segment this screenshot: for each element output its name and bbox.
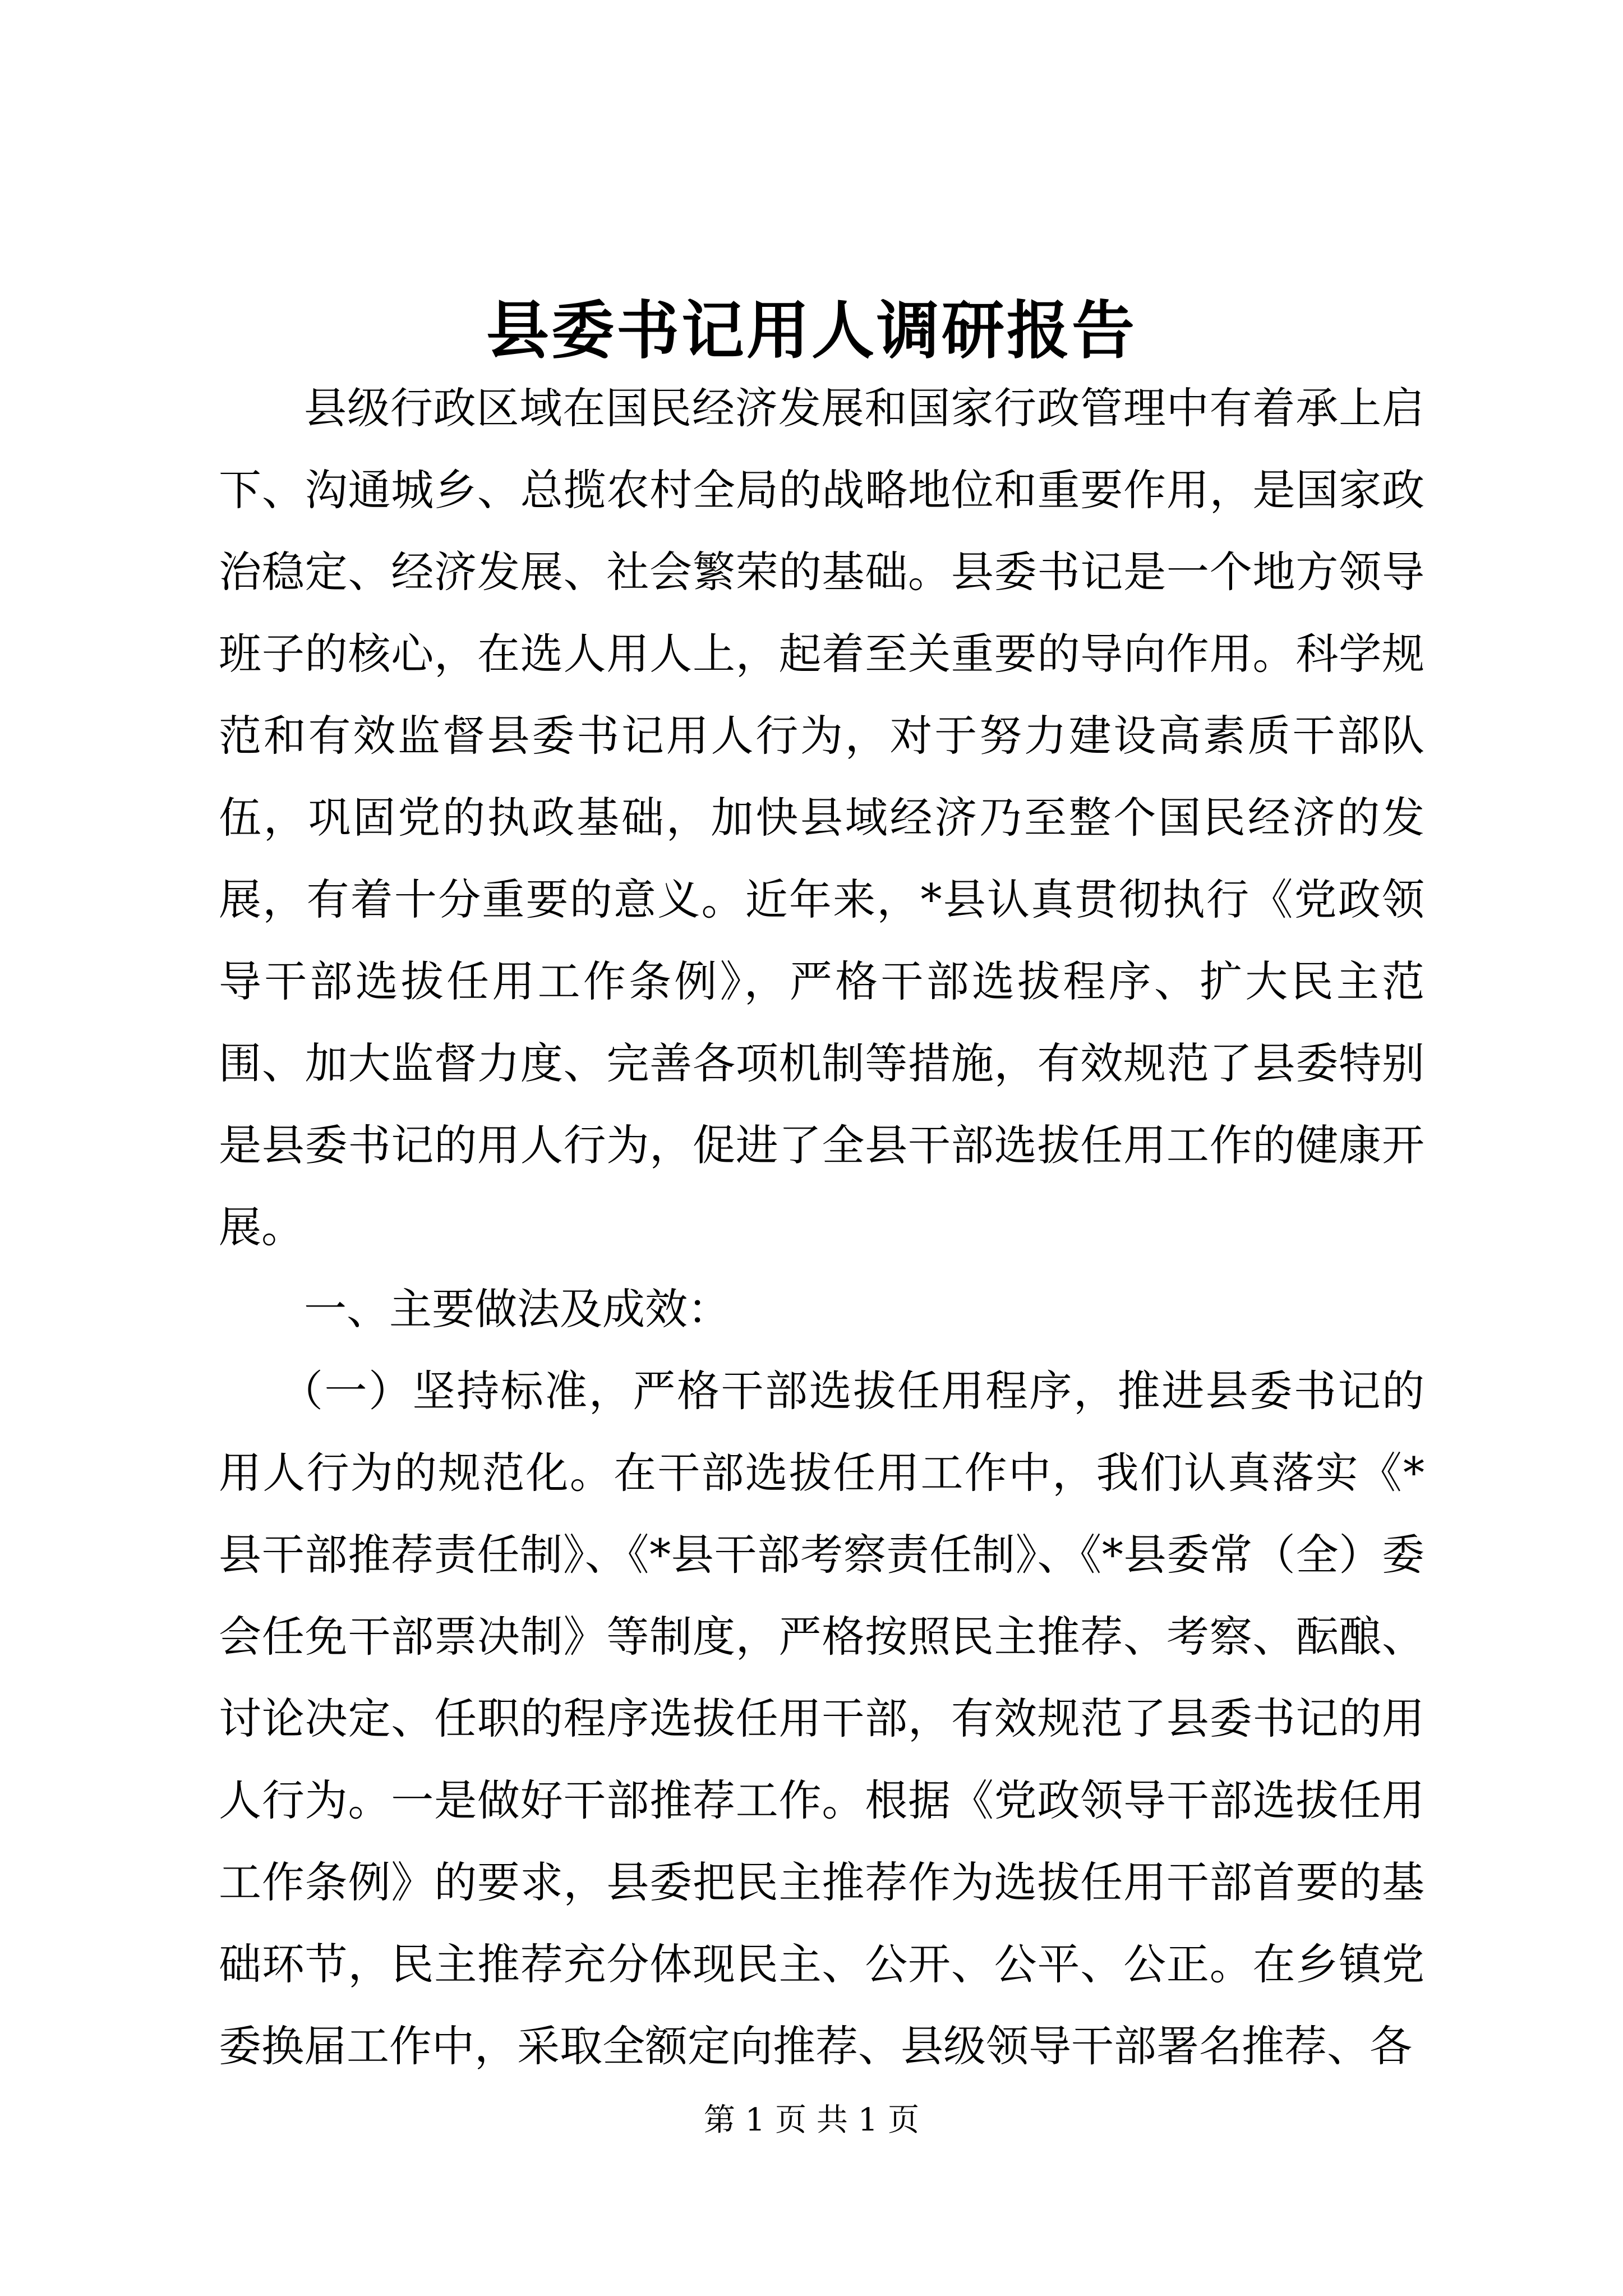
document-body (219, 367, 1424, 2087)
paragraph-intro: 县级行政区域在国民经济发展和国家行政管理中有着承上启下、沟通城乡、总揽农村全局的战略地位和重要作用，是国家政治稳定、经济发展、社会繁荣的基础。县委书记是一个地方领导班子的核心，在选人用人上，起着至关重要的导向作用。科学规范和有效监督县委书记用人行为，对于努力建设高素质干部队伍，巩固党的执政基础，加快县域经济乃至整个国民经济的发展，有着十分重要的意义。近年来，*县认真贯彻执行《党政领导干部选拔任用工作条例》，严格干部选拔程序、扩大民主范围、加大监督力度、完善各项机制等措施，有效规范了县委特别是县委书记的用人行为，促进了全县干部选拔任用工作的健康开展。 (219, 383, 1424, 1252)
paragraph-section-1: （一）坚持标准，严格干部选拔任用程序，推进县委书记的用人行为的规范化。在干部选拔任用工作中，我们认真落实《*县干部推荐责任制》、《*县干部考察责任制》、《*县委常（全）委会任免干部票决制》等制度，严格按照民主推荐、考察、酝酿、讨论决定、任职的程序选拔任用干部，有效规范了县委书记的用人行为。一是做好干部推荐工作。根据《党政领导干部选拔任用工作条例》的要求，县委把民主推荐作为选拔任用干部首要的基础环节，民主推荐充分体现民主、公开、公平、公正。在乡镇党委换届工作中，采取全额定向推荐、县级领导干部署名推荐、各 (219, 1366, 1424, 2071)
section-heading: 一、主要做法及成效： (304, 1284, 730, 1334)
document-title: 县委书记用人调研报告 (486, 294, 1137, 367)
page-footer: 第 1 页 共 1 页 (703, 2102, 920, 2138)
